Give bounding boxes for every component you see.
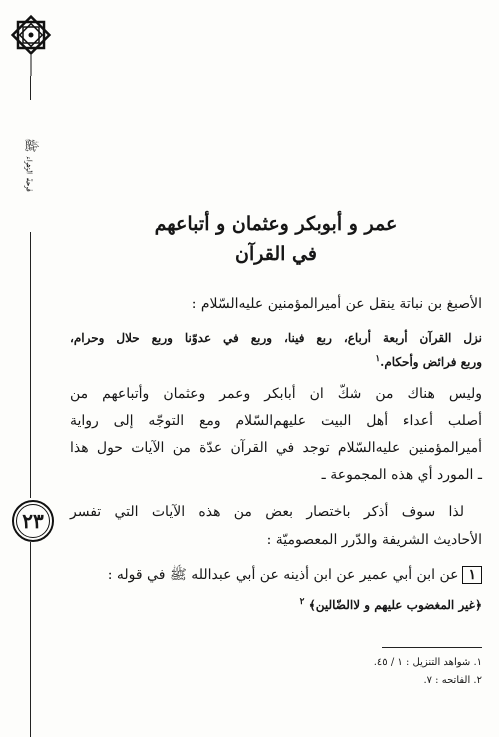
hadith-line-1: نزل القرآن أربعة أرباع، ربع فينا، وربع في عدوّنا وربع حلال وحرام، (70, 331, 482, 345)
hadith-line-2 (70, 354, 482, 369)
sidebar-line-middle (30, 232, 31, 498)
hadith-text: وربع فرائض وأحكام. (380, 355, 482, 369)
footnote-ref-1: ١ (375, 354, 381, 364)
quran-verse (70, 597, 482, 612)
paragraph-line: لذا سوف أذكر باختصار بعض من هذه الآيات التي تفسر (70, 504, 464, 520)
paragraph-line: الأحاديث الشريفة والدّرر المعصوميّة : (266, 532, 482, 548)
book-title: فرحة الزهراء ﷺ (23, 138, 38, 192)
paragraph-intro: الأصبغ بن نباتة ينقل عن أميرالمؤمنين عليه‌السّلام : (191, 296, 482, 312)
chapter-title: عمر و أبوبكر وعثمان و أتباعهم (154, 213, 398, 235)
sidebar-line-top (30, 76, 31, 100)
chapter-subtitle: في القرآن (235, 243, 317, 265)
footnote-2: ٢. الفاتحه : ٧. (423, 675, 482, 686)
sidebar-line-bottom (30, 542, 31, 737)
paragraph-line: أميرالمؤمنين عليه‌السّلام توجد في القرآن عدّة من الآيات حول هذا (70, 440, 482, 456)
page-number: ٢٣ (12, 500, 54, 542)
paragraph-line: وليس هناك من شكّ ان أبابكر وعمر وعثمان وأتباعهم من (70, 386, 482, 402)
footnote-divider (382, 647, 482, 648)
paragraph-line: أصلب أعداء أهل البيت عليهم‌السّلام ومع التوجّه إلى رواية (70, 413, 482, 429)
item-number-box: ١ (462, 566, 482, 584)
sidebar (0, 0, 64, 737)
ornament-icon (10, 14, 52, 76)
item-text: عن ابن أبي عمير عن ابن أذينه عن أبي عبدالله ﷺ في قوله : (107, 567, 459, 583)
verse-text: ﴿غير المغضوب عليهم و لاالضّالين﴾ (308, 598, 482, 612)
footnote-ref-2: ٢ (299, 597, 305, 607)
paragraph-line: ـ المورد أي هذه المجموعة ـ (321, 467, 482, 483)
footnote-1: ١. شواهد التنزيل : ١ / ٤٥. (373, 657, 482, 668)
page-content (70, 0, 482, 737)
hadith-item (70, 566, 482, 586)
